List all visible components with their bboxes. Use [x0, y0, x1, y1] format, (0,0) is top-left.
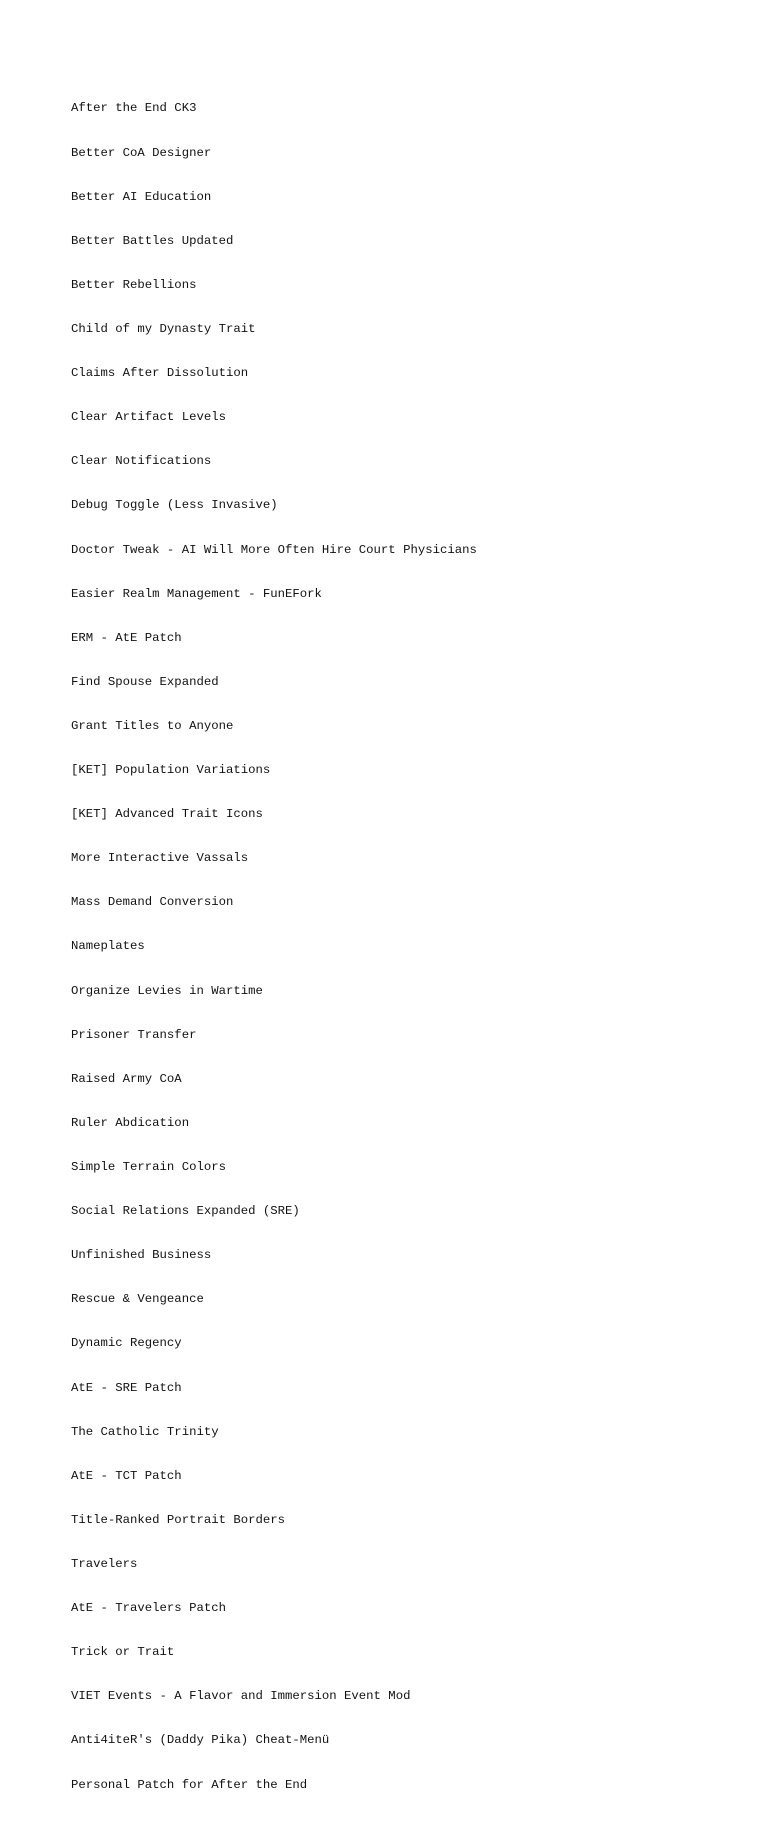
list-item: Ruler Abdication	[71, 1115, 190, 1130]
list-item: More Interactive Vassals	[71, 851, 249, 866]
list-item: Unfinished Business	[71, 1248, 212, 1263]
list-item: Trick or Trait	[71, 1645, 175, 1660]
list-item: Raised Army CoA	[71, 1071, 182, 1086]
list-item: AtE - SRE Patch	[71, 1380, 182, 1395]
list-item: The Catholic Trinity	[71, 1424, 219, 1439]
list-item: Clear Artifact Levels	[71, 410, 226, 425]
list-item: Debug Toggle (Less Invasive)	[71, 498, 278, 513]
list-item: [KET] Advanced Trait Icons	[71, 807, 263, 822]
list-item: ERM - AtE Patch	[71, 630, 182, 645]
list-item: Find Spouse Expanded	[71, 674, 219, 689]
list-item: Rescue & Vengeance	[71, 1292, 204, 1307]
list-item: Prisoner Transfer	[71, 1027, 197, 1042]
list-item: Nameplates	[71, 939, 145, 954]
list-item: AtE - TCT Patch	[71, 1468, 182, 1483]
list-item: Personal Patch for After the End	[71, 1777, 308, 1792]
list-item: Better AI Education	[71, 189, 212, 204]
mod-list	[71, 72, 477, 1822]
list-item: [KET] Population Variations	[71, 763, 271, 778]
list-item: VIET Events - A Flavor and Immersion Event Mod	[71, 1689, 411, 1704]
list-item: Grant Titles to Anyone	[71, 718, 234, 733]
list-item: Social Relations Expanded (SRE)	[71, 1204, 300, 1219]
list-item: Anti4iteR's (Daddy Pika) Cheat-Menü	[71, 1733, 330, 1748]
list-item: Claims After Dissolution	[71, 366, 249, 381]
list-item: Simple Terrain Colors	[71, 1160, 226, 1175]
list-item: Child of my Dynasty Trait	[71, 321, 256, 336]
list-item: Clear Notifications	[71, 454, 212, 469]
list-item: After the End CK3	[71, 101, 197, 116]
list-item: Mass Demand Conversion	[71, 895, 234, 910]
list-item: Travelers	[71, 1557, 138, 1572]
list-item: Better Battles Updated	[71, 233, 234, 248]
list-item: Doctor Tweak - AI Will More Often Hire Court Physicians	[71, 542, 477, 557]
list-item: Easier Realm Management - FunEFork	[71, 586, 322, 601]
list-item: Dynamic Regency	[71, 1336, 182, 1351]
list-item: Organize Levies in Wartime	[71, 983, 263, 998]
list-item: Title-Ranked Portrait Borders	[71, 1512, 286, 1527]
list-item: AtE - Travelers Patch	[71, 1601, 226, 1616]
list-item: Better Rebellions	[71, 277, 197, 292]
list-item: Better CoA Designer	[71, 145, 212, 160]
